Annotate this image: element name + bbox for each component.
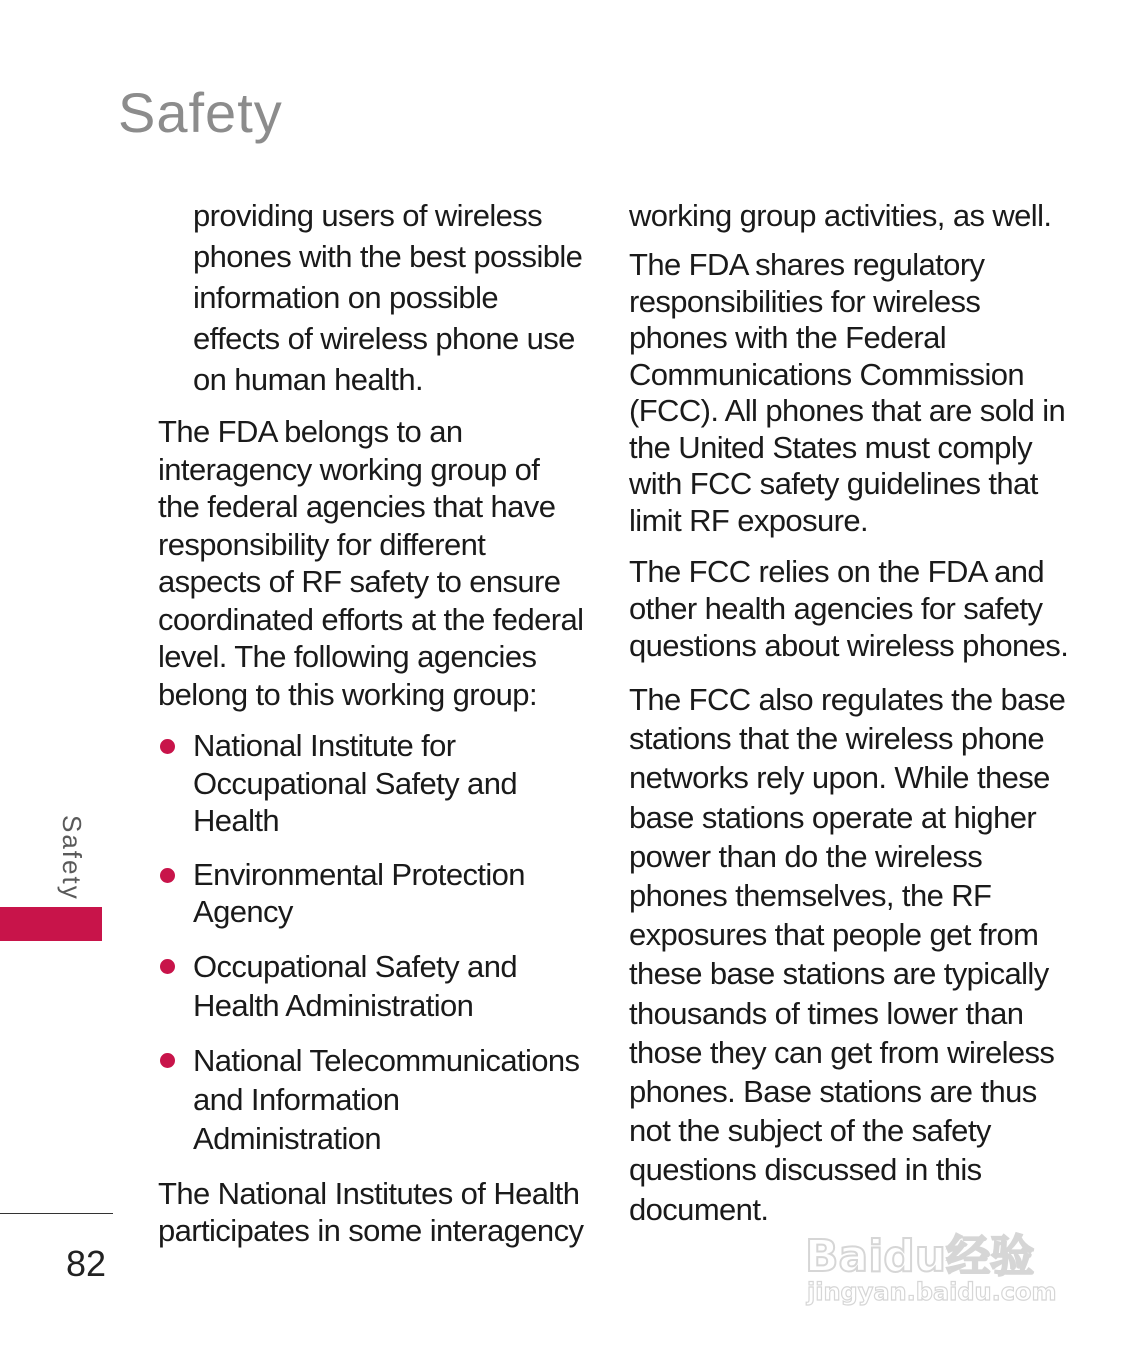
list-item-text: National Institute for Occupational Safety and Health — [193, 728, 517, 838]
right-continuation-text: working group activities, as well. — [629, 198, 1052, 233]
baidu-watermark — [805, 1220, 1065, 1312]
nih-paragraph: The National Institutes of Health participates in some interagency — [158, 1175, 584, 1249]
fda-fcc-paragraph: The FDA shares regulatory responsibilities for wireless phones with the Federal Communications Commission (FCC). All phones that are sold in the United States must comply with FCC safety guidelines that limit RF exposure. — [629, 247, 1066, 538]
bullet-dot-icon — [160, 739, 175, 754]
footer-divider — [0, 1213, 113, 1214]
bullet-dot-icon — [160, 959, 175, 974]
list-item-text: Environmental Protection Agency — [193, 856, 525, 929]
right-column — [629, 195, 1069, 1243]
base-stations-paragraph: The FCC also regulates the base stations that the wireless phone networks rely upon. While these base stations operate at higher power than do the wireless phones themselves, the RF exposures that people get from these base stations are typically thousands of times lower than those they can get from wireless phones. Base stations are thus not the subject of the safety questions discussed in this document. — [629, 682, 1066, 1227]
left-column — [158, 195, 588, 1264]
left-continuation-text: providing users of wireless phones with the best possible information on possible effects of wireless phone use on human health. — [193, 198, 583, 397]
agency-list — [158, 727, 588, 1159]
section-side-label: Safety — [57, 815, 87, 901]
bullet-dot-icon — [160, 1053, 175, 1068]
list-item — [158, 1041, 588, 1159]
watermark-logo: Baidu经验 — [805, 1231, 1035, 1282]
list-item-text: National Telecommunications and Information Administration — [193, 1042, 580, 1157]
list-item — [158, 856, 588, 931]
section-tab-marker — [0, 907, 102, 941]
list-item-text: Occupational Safety and Health Administration — [193, 948, 517, 1023]
page-title: Safety — [118, 81, 283, 144]
page-number: 82 — [66, 1243, 107, 1284]
list-item — [158, 727, 588, 840]
fcc-relies-paragraph: The FCC relies on the FDA and other health agencies for safety questions about wireless phones. — [629, 554, 1069, 663]
bullet-dot-icon — [160, 868, 175, 883]
list-item — [158, 947, 588, 1025]
watermark-url: jingyan.baidu.com — [807, 1278, 1057, 1306]
fda-working-group-paragraph: The FDA belongs to an interagency working group of the federal agencies that have responsibility for different aspects of RF safety to ensure coordinated efforts at the federal level. The following agencies belong to this working group: — [158, 414, 584, 712]
